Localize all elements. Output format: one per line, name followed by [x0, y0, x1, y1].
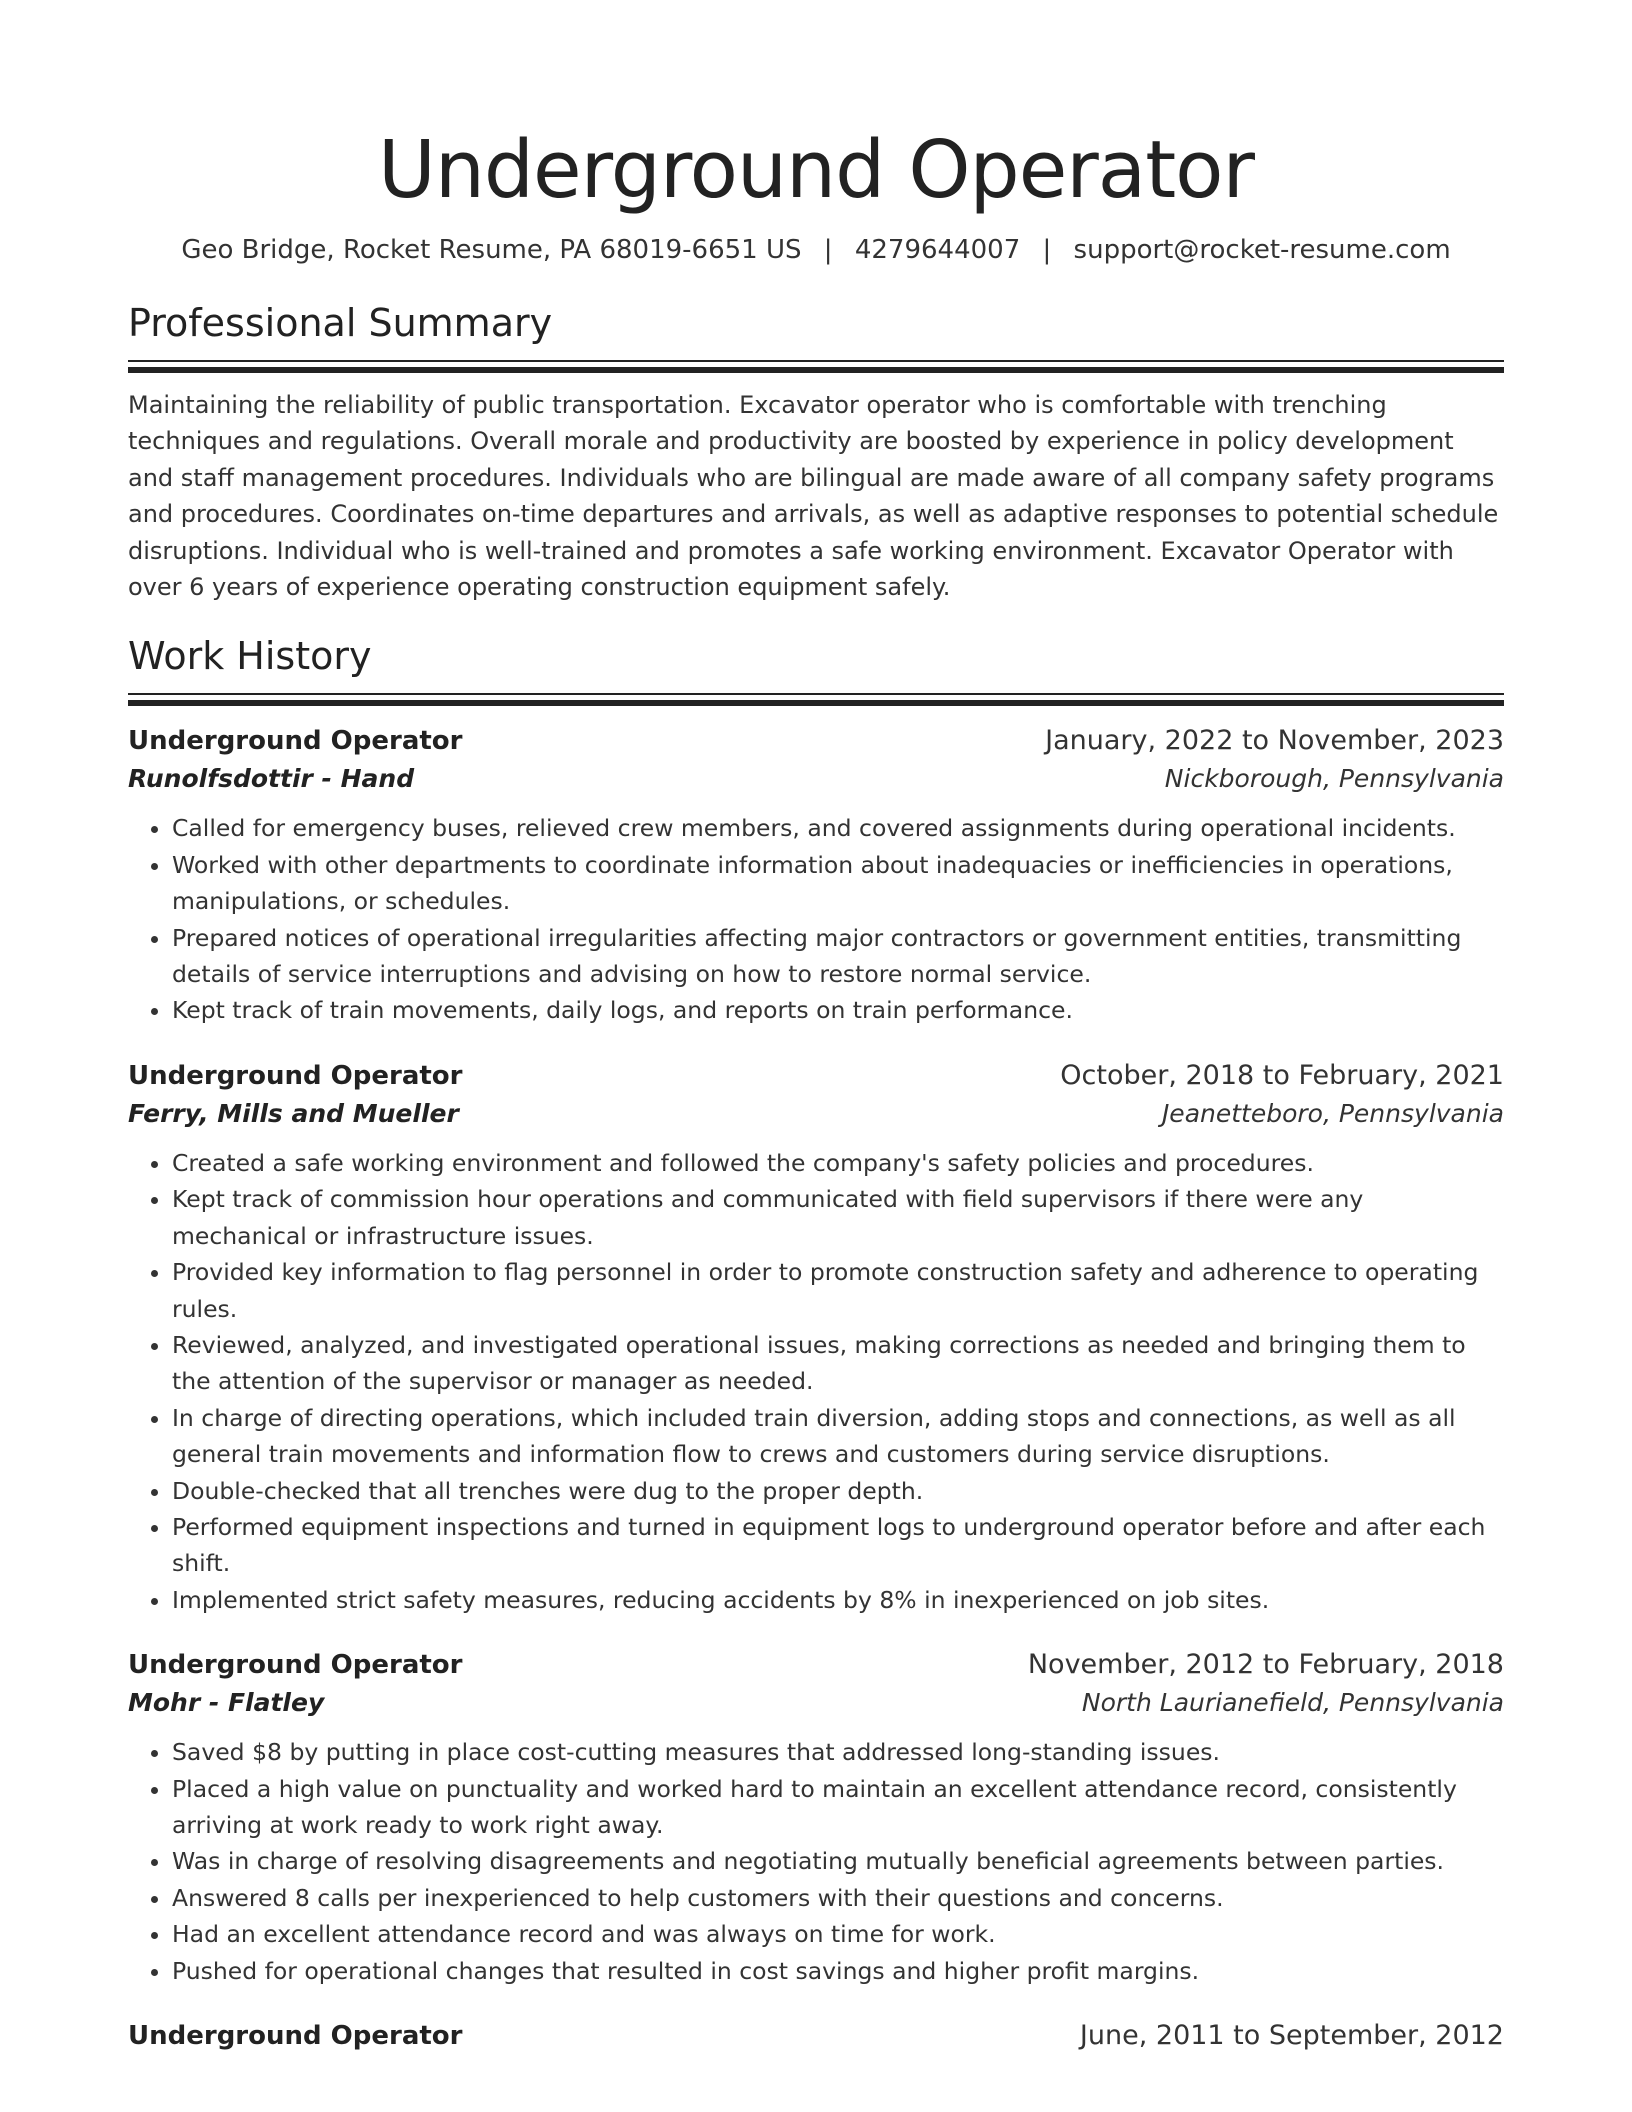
job-bullet: • Created a safe working environment and followed the company's safety policies and procedures.	[172, 1145, 1504, 1181]
resume-page	[128, 0, 1504, 2055]
job-dates: June, 2011 to September, 2012	[1079, 2020, 1504, 2051]
work-history-heading: Work History	[128, 634, 372, 679]
job-location: Nickborough, Pennsylvania	[1164, 764, 1504, 794]
job-title: Underground Operator	[128, 2021, 463, 2051]
resume-name: Underground Operator	[378, 124, 1254, 216]
job-entry	[128, 1057, 1504, 1618]
section-divider	[128, 360, 1504, 373]
job-entry	[128, 2017, 1504, 2055]
job-bullet: • Saved $8 by putting in place cost-cutting measures that addressed long-standing issues.	[172, 1734, 1504, 1770]
job-bullet: • Pushed for operational changes that resulted in cost savings and higher profit margins.	[172, 1953, 1504, 1989]
section-divider	[128, 693, 1504, 706]
contact-address: Geo Bridge, Rocket Resume, PA 68019-6651 US	[181, 235, 802, 265]
job-bullet: • Kept track of commission hour operations and communicated with field supervisors if there were any mechanical or infrastructure issues.	[172, 1181, 1504, 1254]
job-location: North Laurianefield, Pennsylvania	[1081, 1688, 1504, 1718]
job-dates: October, 2018 to February, 2021	[1060, 1059, 1504, 1091]
job-subheader	[128, 1684, 1504, 1722]
job-header	[128, 1646, 1504, 1684]
work-history-section	[128, 631, 1504, 2055]
job-subheader	[128, 1095, 1504, 1133]
job-title: Underground Operator	[128, 1060, 463, 1091]
job-title: Underground Operator	[128, 1650, 463, 1681]
job-header	[128, 2017, 1504, 2055]
job-company: Runolfsdottir - Hand	[128, 764, 415, 794]
job-title: Underground Operator	[128, 726, 463, 757]
job-bullet: • Double-checked that all trenches were dug to the proper depth.	[172, 1473, 1504, 1509]
job-header	[128, 1057, 1504, 1095]
job-entry	[128, 1646, 1504, 1989]
job-bullet: • Reviewed, analyzed, and investigated operational issues, making corrections as needed and bringing them to the attention of the supervisor or manager as needed.	[172, 1327, 1504, 1400]
job-bullets	[128, 1145, 1504, 1618]
job-bullet: • Answered 8 calls per inexperienced to help customers with their questions and concerns.	[172, 1880, 1504, 1916]
contact-line	[128, 232, 1504, 268]
job-bullet: • In charge of directing operations, which included train diversion, adding stops and connections, as well as all general train movements and information flow to crews and customers during service disruptions.	[172, 1400, 1504, 1473]
summary-section	[128, 298, 1504, 605]
job-bullet: • Had an excellent attendance record and was always on time for work.	[172, 1916, 1504, 1952]
job-bullet: • Was in charge of resolving disagreements and negotiating mutually beneficial agreements between parties.	[172, 1843, 1504, 1879]
job-entry	[128, 722, 1504, 1028]
job-subheader	[128, 760, 1504, 798]
contact-email: support@rocket-resume.com	[1073, 235, 1451, 265]
job-location: Jeanetteboro, Pennsylvania	[1161, 1098, 1504, 1128]
summary-text: Maintaining the reliability of public transportation. Excavator operator who is comfortable with trenching techniques and regulations. Overall morale and productivity are boosted by experience in policy development and staff management procedures. Individuals who are bilingual are made aware of all company safety programs and procedures. Coordinates on-time departures and arrivals, as well as adaptive responses to potential schedule disruptions. Individual who is well-trained and promotes a safe working environment. Excavator Operator with over 6 years of experience operating construction equipment safely.	[128, 391, 1499, 602]
job-bullets	[128, 810, 1504, 1028]
job-dates: November, 2012 to February, 2018	[1027, 1649, 1504, 1681]
job-dates: January, 2022 to November, 2023	[1045, 725, 1504, 757]
job-bullets	[128, 1734, 1504, 1989]
job-bullet: • Placed a high value on punctuality and worked hard to maintain an excellent attendance record, consistently arriving at work ready to work right away.	[172, 1771, 1504, 1844]
job-bullet: • Implemented strict safety measures, reducing accidents by 8% in inexperienced on job sites.	[172, 1582, 1504, 1618]
summary-heading: Professional Summary	[128, 301, 553, 345]
job-bullet: • Worked with other departments to coordinate information about inadequacies or inefficiencies in operations, manipulations, or schedules.	[172, 847, 1504, 920]
job-bullet: • Performed equipment inspections and turned in equipment logs to underground operator before and after each shift.	[172, 1509, 1504, 1582]
job-bullet: • Called for emergency buses, relieved crew members, and covered assignments during operational incidents.	[172, 810, 1504, 846]
job-bullet: • Kept track of train movements, daily logs, and reports on train performance.	[172, 992, 1504, 1028]
contact-separator: |	[823, 235, 833, 265]
job-company: Mohr - Flatley	[128, 1688, 325, 1718]
job-header	[128, 722, 1504, 760]
job-bullet: • Prepared notices of operational irregularities affecting major contractors or government entities, transmitting details of service interruptions and advising on how to restore normal service.	[172, 920, 1504, 993]
job-bullet: • Provided key information to flag personnel in order to promote construction safety and adherence to operating rules.	[172, 1254, 1504, 1327]
job-company: Ferry, Mills and Mueller	[128, 1098, 459, 1128]
contact-separator: |	[1042, 235, 1052, 265]
contact-phone: 4279644007	[854, 235, 1021, 265]
